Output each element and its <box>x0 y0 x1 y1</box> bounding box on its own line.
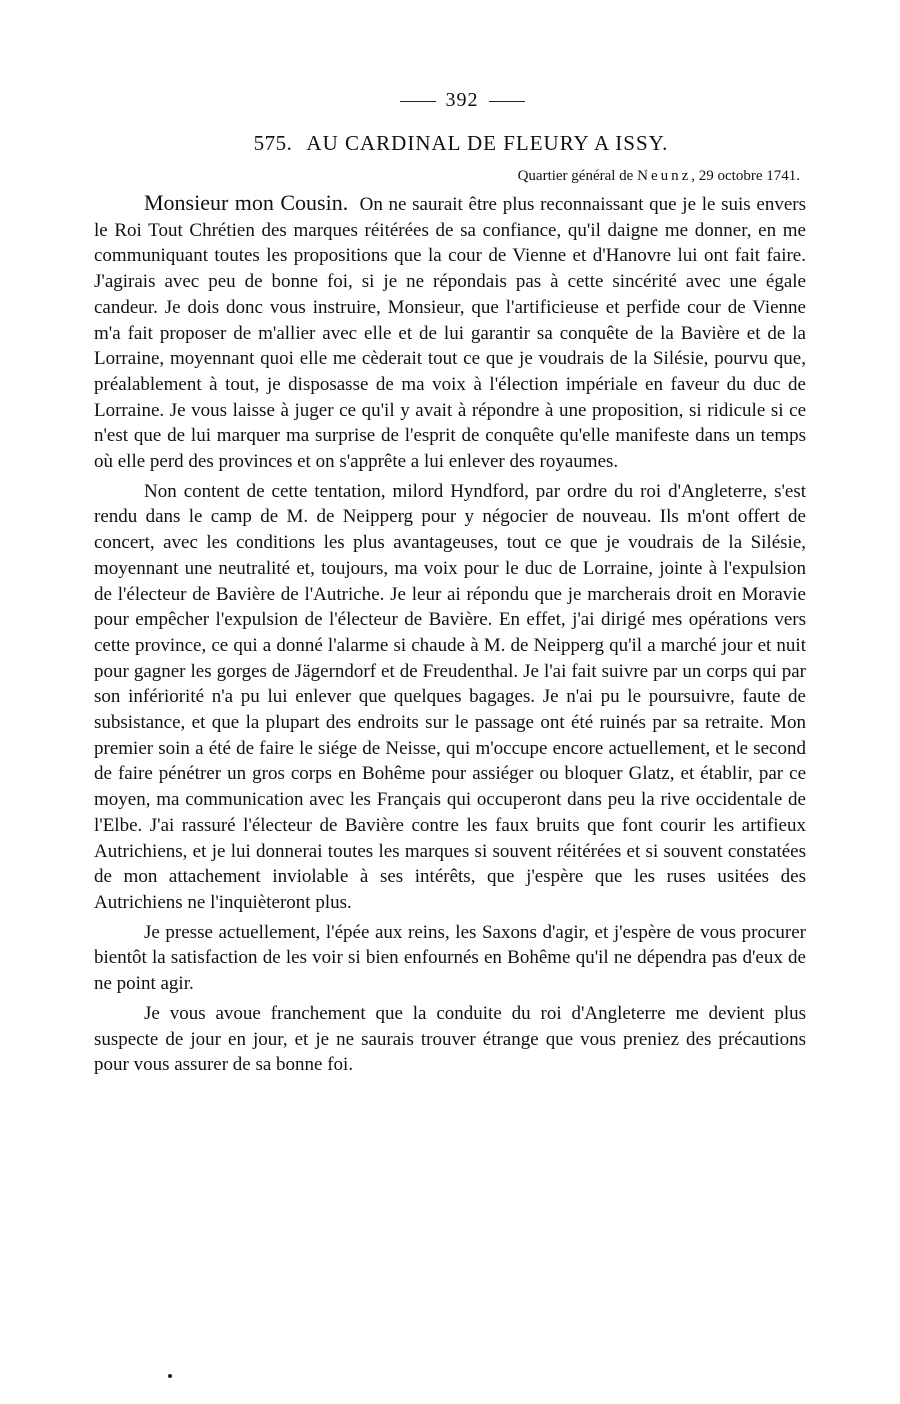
paragraph-3: Je presse actuellement, l'épée aux reins, les Saxons d'agir, et j'espère de vous procurer bientôt la satisfaction de les voir si bien enfournés en Bohême qu'il ne dépendra pas d'eux de ne point agir. <box>94 921 806 995</box>
page-number-right-rule <box>489 101 525 102</box>
letter-title: AU CARDINAL DE FLEURY A ISSY. <box>306 131 669 155</box>
ink-speck <box>168 1374 172 1378</box>
document-page <box>94 88 806 1078</box>
letter-body <box>94 190 806 1078</box>
dateline-prefix: Quartier général de <box>517 168 634 184</box>
dateline-suffix: , 29 octobre 1741. <box>691 168 800 184</box>
letter-number: 575. <box>253 131 293 155</box>
dateline-place: Neunz <box>637 168 692 184</box>
paragraph-1-text: On ne saurait être plus reconnaissant que je le suis envers le Roi Tout Chrétien des marques réitérées de sa confiance, qu'il daigne me donner, en me communiquant toutes les propositions que la cour de Vienne et d'Hanovre lui ont fait faire. J'agirais avec peu de bonne foi, si je ne répondais pas à cette sincérité avec une égale candeur. Je dois donc vous instruire, Monsieur, que l'artificieuse et perfide cour de Vienne m'a fait proposer de m'allier avec elle et de lui garantir sa conquête de la Bavière et de la Lorraine, moyennant quoi elle me cèderait tout ce que je voudrais de la Silésie, pourvu que, préalablement à tout, je disposasse de ma voix à l'élection impériale en faveur du duc de Lorraine. Je vous laisse à juger ce qu'il y avait à répondre à une proposition, si ridicule si ce n'est que de lui marquer ma surprise de l'esprit de conquête qu'elle manifeste dans un temps où elle perd des provinces et on s'apprête a lui enlever des royaumes. <box>94 194 806 473</box>
letter-heading <box>116 130 806 156</box>
salutation: Monsieur mon Cousin. <box>144 190 349 215</box>
dateline <box>94 166 800 186</box>
page-number-value: 392 <box>445 89 479 111</box>
page-number-left-rule <box>400 101 436 102</box>
page-number <box>118 88 806 112</box>
paragraph-2: Non content de cette tentation, milord Hyndford, par ordre du roi d'Angleterre, s'est rendu dans le camp de M. de Neipperg pour y négocier de nouveau. Ils m'ont offert de concert, avec les conditions les plus avantageuses, tout ce que je voudrais de la Silésie, moyennant une neutralité et, toujours, ma voix pour le duc de Lorraine, jointe à l'expulsion de l'électeur de Bavière de l'Autriche. Je leur ai répondu que je marcherais droit en Moravie pour empêcher l'expulsion de l'électeur de Bavière. En effet, j'ai dirigé mes opérations vers cette province, ce qui a donné l'alarme si chaude à M. de Neipperg qu'il a marché jour et nuit pour gagner les gorges de Jägerndorf et de Freudenthal. Je l'ai fait suivre par un corps qui par son infériorité n'a pu lui enlever que quelques bagages. Je n'ai pu le poursuivre, faute de subsistance, et que la plupart des endroits sur le passage ont été ruinés par sa retraite. Mon premier soin a été de faire le siége de Neisse, qui m'occupe encore actuellement, et le second de faire pénétrer un gros corps en Bohême pour assiéger ou bloquer Glatz, et établir, par ce moyen, ma communication avec les Français qui occuperont dans peu la rive occidentale de l'Elbe. J'ai rassuré l'électeur de Bavière contre les faux bruits que font courir les artifieux Autrichiens, et je lui donnerai toutes les marques si souvent réitérées et si souvent constatées de mon attachement inviolable à ses intérêts, que j'espère que les ruses usitées des Autrichiens ne l'inquièteront plus. <box>94 480 806 913</box>
paragraph-1 <box>94 190 806 475</box>
paragraph-4: Je vous avoue franchement que la conduite du roi d'Angleterre me devient plus suspecte de jour en jour, et je ne saurais trouver étrange que vous preniez des précautions pour vous assurer de sa bonne foi. <box>94 1002 806 1076</box>
